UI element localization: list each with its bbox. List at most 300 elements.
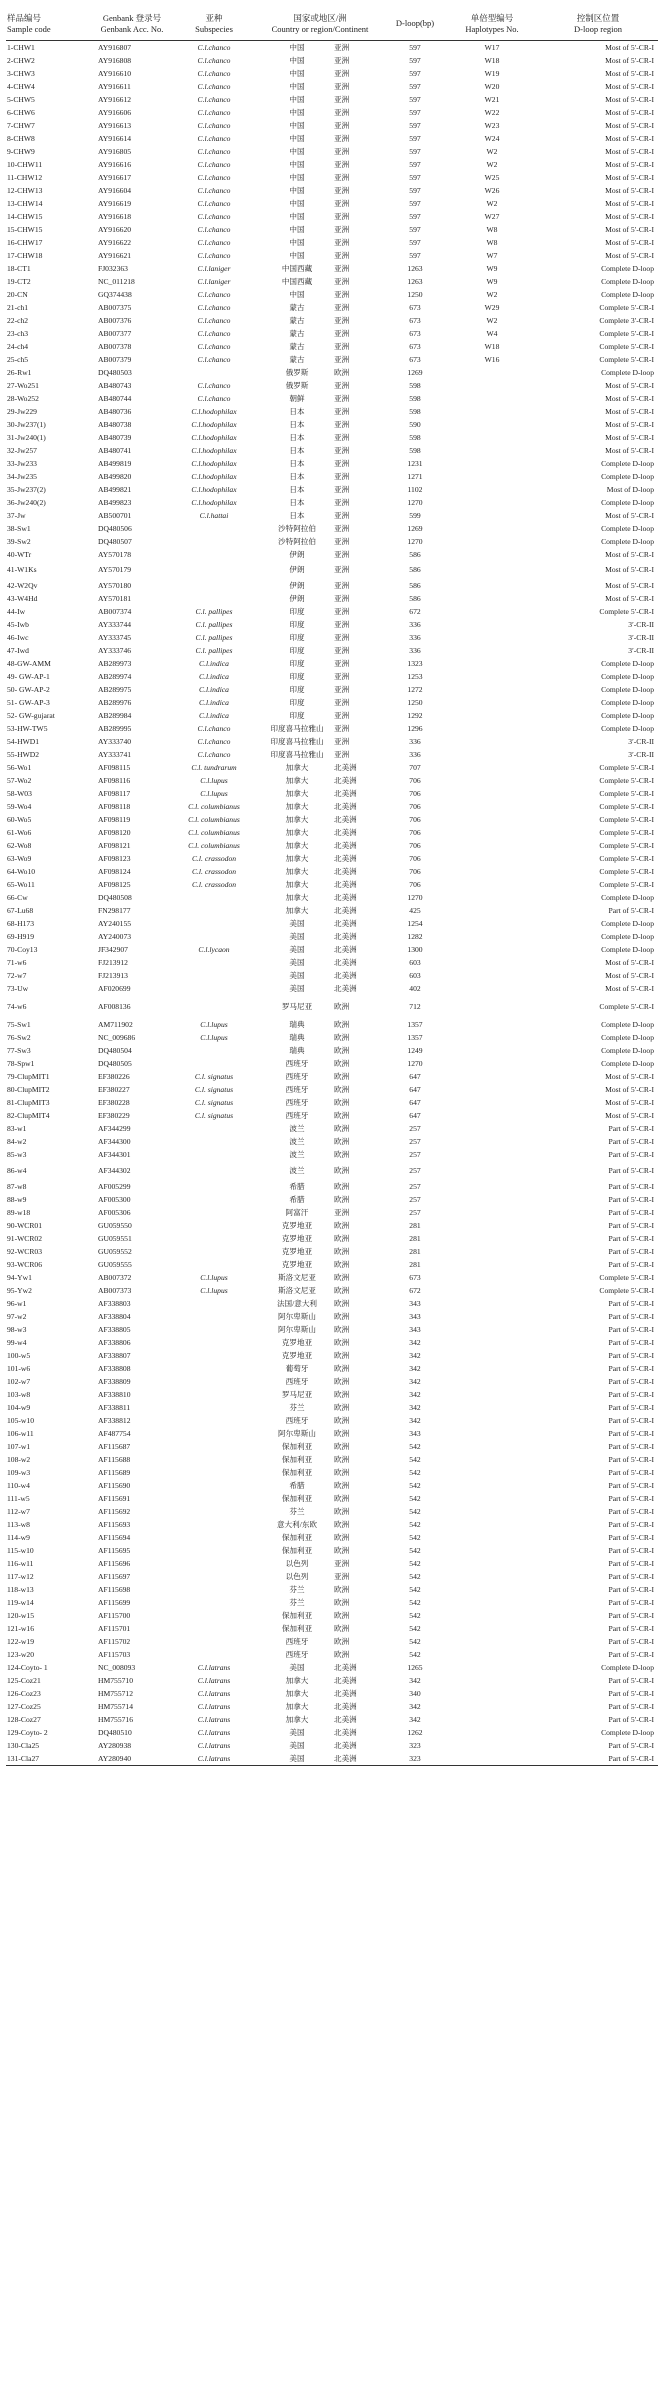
dloop-length-cell: 542 [409, 1597, 421, 1607]
sample-code-cell: 11-CHW12 [7, 172, 43, 182]
country-cell [256, 1349, 384, 1362]
subspecies-cell [172, 1544, 256, 1557]
table-row [6, 969, 658, 982]
haplotype-cell [446, 1206, 538, 1219]
dloop-region-cell: Part of 5′-CR-I [608, 1389, 654, 1399]
genbank-acc-cell: AF344300 [98, 1136, 131, 1146]
dloop-region-cell: Complete 5′-CR-I [599, 801, 654, 811]
country-name: 印度喜马拉雅山 [270, 749, 324, 759]
dloop-region-cell: Complete D-loop [601, 1727, 654, 1737]
genbank-acc-cell: FJ032363 [98, 263, 128, 273]
sample-code-cell: 113-w8 [7, 1519, 30, 1529]
dloop-region-cell: Complete 5′-CR-I [599, 328, 654, 338]
subspecies-cell [172, 592, 256, 605]
genbank-acc-cell: GU059551 [98, 1233, 132, 1243]
haplotype-cell [446, 696, 538, 709]
country-cell [256, 631, 384, 644]
haplotype-cell [446, 1596, 538, 1609]
continent-name: 北美洲 [334, 970, 357, 980]
header-country: 国家或地区/洲 Country or region/Continent [271, 12, 369, 34]
sample-code-cell: 56-Wo1 [7, 762, 32, 772]
subspecies-cell [172, 1453, 256, 1466]
continent-name: 亚洲 [334, 406, 350, 416]
subspecies-cell [172, 535, 256, 548]
dloop-region-cell: Part of 5′-CR-I [608, 1441, 654, 1451]
dloop-region-cell: Part of 5′-CR-I [608, 1194, 654, 1204]
haplotype-cell [446, 431, 538, 444]
country-name: 波兰 [289, 1123, 305, 1133]
table-row [6, 1206, 658, 1219]
continent-name: 欧洲 [334, 1045, 350, 1055]
continent-name: 北美洲 [334, 853, 357, 863]
dloop-length-cell: 342 [409, 1350, 421, 1360]
country-name: 加拿大 [285, 762, 309, 772]
country-name: 瑞典 [289, 1032, 305, 1042]
dloop-length-cell: 542 [409, 1623, 421, 1633]
table-row [6, 891, 658, 904]
country-cell [256, 670, 384, 683]
continent-name: 亚洲 [334, 172, 350, 182]
sample-code-cell: 26-Rw1 [7, 367, 32, 377]
dloop-region-cell: Part of 5′-CR-I [608, 1532, 654, 1542]
country-cell [256, 813, 384, 826]
genbank-acc-cell: DQ480506 [98, 523, 132, 533]
sample-code-cell: 52- GW-gujarat [7, 710, 55, 720]
table-row [6, 1700, 658, 1713]
country-name: 中国 [289, 159, 305, 169]
dloop-region-cell: Part of 5′-CR-I [608, 1558, 654, 1568]
dloop-length-cell: 257 [409, 1165, 421, 1175]
haplotype-cell [446, 1232, 538, 1245]
country-name: 波兰 [289, 1149, 305, 1159]
subspecies-cell: C.l.lupus [200, 775, 228, 785]
haplotype-cell: W26 [484, 185, 500, 195]
sample-code-cell: 3-CHW3 [7, 68, 35, 78]
sample-code-cell: 76-Sw2 [7, 1032, 31, 1042]
genbank-acc-cell: AY280938 [98, 1740, 132, 1750]
haplotype-cell [446, 392, 538, 405]
country-cell [256, 1700, 384, 1713]
subspecies-cell [172, 1401, 256, 1414]
dloop-length-cell: 1263 [407, 276, 423, 286]
haplotype-cell [446, 1505, 538, 1518]
country-name: 加拿大 [285, 814, 309, 824]
haplotype-cell [446, 1388, 538, 1401]
country-name: 蒙古 [289, 341, 305, 351]
country-cell [256, 106, 384, 119]
subspecies-cell [172, 969, 256, 982]
country-name: 中国 [289, 107, 305, 117]
dloop-region-cell: Part of 5′-CR-I [608, 1701, 654, 1711]
dloop-region-cell: Complete D-loop [601, 892, 654, 902]
haplotype-cell: W7 [486, 250, 498, 260]
haplotype-cell [446, 865, 538, 878]
continent-name: 欧洲 [334, 1097, 350, 1107]
country-name: 西班牙 [285, 1376, 309, 1386]
dloop-region-cell: Complete D-loop [601, 1045, 654, 1055]
country-name: 伊朗 [289, 580, 305, 590]
table-row [6, 119, 658, 132]
country-cell [256, 1531, 384, 1544]
country-name: 印度喜马拉雅山 [270, 736, 324, 746]
continent-name: 欧洲 [334, 1110, 350, 1120]
country-name: 加拿大 [285, 788, 309, 798]
genbank-acc-cell: DQ480504 [98, 1045, 132, 1055]
country-name: 朝鲜 [289, 393, 305, 403]
sample-code-cell: 6-CHW6 [7, 107, 35, 117]
subspecies-cell [172, 579, 256, 592]
sample-code-cell: 106-w11 [7, 1428, 34, 1438]
genbank-acc-cell: AF115703 [98, 1649, 131, 1659]
continent-name: 亚洲 [334, 510, 350, 520]
country-cell [256, 1544, 384, 1557]
header-subspecies: 亚种 Subspecies [195, 12, 233, 34]
table-row [6, 1440, 658, 1453]
subspecies-cell [172, 917, 256, 930]
country-cell [256, 184, 384, 197]
sample-code-cell: 126-Coz23 [7, 1688, 41, 1698]
haplotype-cell [446, 1583, 538, 1596]
dloop-region-cell: Most of 5′-CR-I [605, 146, 654, 156]
haplotype-cell [446, 917, 538, 930]
sample-code-cell: 88-w9 [7, 1194, 27, 1204]
genbank-acc-cell: GU059555 [98, 1259, 132, 1269]
sample-code-cell: 13-CHW14 [7, 198, 43, 208]
dloop-region-cell: Complete 5′-CR-I [599, 788, 654, 798]
dloop-length-cell: 1269 [407, 523, 423, 533]
country-cell [256, 301, 384, 314]
dloop-region-cell: Complete D-loop [601, 1019, 654, 1029]
dloop-length-cell: 707 [409, 762, 421, 772]
subspecies-cell [172, 1362, 256, 1375]
country-cell [256, 1726, 384, 1739]
country-cell [256, 1044, 384, 1057]
genbank-acc-cell: AF098115 [98, 762, 131, 772]
country-name: 中国 [289, 133, 305, 143]
country-cell [256, 1057, 384, 1070]
country-name: 印度 [289, 645, 305, 655]
dloop-length-cell: 257 [409, 1207, 421, 1217]
continent-name: 欧洲 [334, 1058, 350, 1068]
table-row [6, 1057, 658, 1070]
dloop-length-cell: 599 [409, 510, 421, 520]
subspecies-cell: C.l.chanco [197, 146, 231, 156]
genbank-acc-cell: AB007376 [98, 315, 132, 325]
haplotype-cell [446, 774, 538, 787]
country-cell [256, 1453, 384, 1466]
country-name: 蒙古 [289, 328, 305, 338]
dloop-region-cell: Complete 5′-CR-I [599, 840, 654, 850]
country-cell [256, 418, 384, 431]
dloop-region-cell: Complete 5′-CR-I [599, 775, 654, 785]
continent-name: 欧洲 [334, 367, 350, 377]
genbank-acc-cell: AY916621 [98, 250, 132, 260]
dloop-length-cell: 1282 [407, 931, 423, 941]
sample-code-cell: 119-w14 [7, 1597, 34, 1607]
continent-name: 欧洲 [334, 1001, 350, 1011]
continent-name: 亚洲 [334, 328, 350, 338]
dloop-region-cell: Complete D-loop [601, 536, 654, 546]
country-cell [256, 1018, 384, 1031]
dloop-length-cell: 257 [409, 1181, 421, 1191]
table-row [6, 522, 658, 535]
subspecies-cell: C.l.hodophilax [191, 445, 237, 455]
sample-code-cell: 125-Coz21 [7, 1675, 41, 1685]
table-row [6, 1635, 658, 1648]
subspecies-cell [172, 1180, 256, 1193]
continent-name: 欧洲 [334, 1123, 350, 1133]
subspecies-cell: C.l.latrans [197, 1701, 231, 1711]
table-row [6, 1044, 658, 1057]
genbank-acc-cell: AF115699 [98, 1597, 131, 1607]
sample-code-cell: 127-Coz25 [7, 1701, 41, 1711]
continent-name: 欧洲 [334, 1350, 350, 1360]
country-cell [256, 1083, 384, 1096]
country-cell [256, 1232, 384, 1245]
table-row [6, 722, 658, 735]
country-name: 芬兰 [289, 1402, 305, 1412]
table-row [6, 1362, 658, 1375]
sample-code-cell: 29-Jw229 [7, 406, 37, 416]
country-cell [256, 1310, 384, 1323]
haplotype-cell [446, 1427, 538, 1440]
dloop-length-cell: 342 [409, 1701, 421, 1711]
dloop-length-cell: 542 [409, 1506, 421, 1516]
table-row [6, 735, 658, 748]
haplotype-cell: W2 [486, 289, 498, 299]
genbank-acc-cell: AY333744 [98, 619, 132, 629]
dloop-region-cell: Most of 5′-CR-I [605, 1084, 654, 1094]
subspecies-cell: C.l. pallipes [195, 619, 233, 629]
dloop-region-cell: Part of 5′-CR-I [608, 1714, 654, 1724]
table-row [6, 1609, 658, 1622]
haplotype-cell [446, 1271, 538, 1284]
haplotype-cell [446, 1057, 538, 1070]
sample-code-cell: 86-w4 [7, 1165, 27, 1175]
dloop-region-cell: Part of 5′-CR-I [608, 1428, 654, 1438]
country-name: 美国 [289, 1753, 305, 1763]
country-cell [256, 223, 384, 236]
genbank-acc-cell: AF338810 [98, 1389, 131, 1399]
table-row [6, 917, 658, 930]
haplotype-cell [446, 1323, 538, 1336]
sample-code-cell: 58-W03 [7, 788, 32, 798]
dloop-length-cell: 672 [409, 606, 421, 616]
genbank-acc-cell: HM755714 [98, 1701, 134, 1711]
dloop-region-cell: Part of 5′-CR-I [608, 1467, 654, 1477]
genbank-acc-cell: AF115692 [98, 1506, 131, 1516]
haplotype-cell [446, 457, 538, 470]
dloop-length-cell: 1253 [407, 671, 423, 681]
continent-name: 欧洲 [334, 1165, 350, 1175]
dloop-length-cell: 542 [409, 1636, 421, 1646]
dloop-region-cell: Most of 5′-CR-I [605, 42, 654, 52]
country-name: 罗马尼亚 [281, 1001, 313, 1011]
haplotype-cell [446, 761, 538, 774]
country-name: 芬兰 [289, 1597, 305, 1607]
continent-name: 欧洲 [334, 1149, 350, 1159]
genbank-acc-cell: AF098117 [98, 788, 131, 798]
country-name: 日本 [289, 458, 305, 468]
continent-name: 欧洲 [334, 1506, 350, 1516]
table-row [6, 1414, 658, 1427]
country-name: 波兰 [289, 1136, 305, 1146]
dloop-length-cell: 673 [409, 328, 421, 338]
subspecies-cell: C.l. columbianus [188, 840, 240, 850]
country-name: 印度 [289, 632, 305, 642]
genbank-acc-cell: AB007374 [98, 606, 132, 616]
dloop-length-cell: 340 [409, 1688, 421, 1698]
sample-code-cell: 104-w9 [7, 1402, 31, 1412]
continent-name: 亚洲 [334, 565, 350, 574]
continent-name: 欧洲 [334, 1389, 350, 1399]
dloop-length-cell: 647 [409, 1084, 421, 1094]
sample-code-cell: 5-CHW5 [7, 94, 35, 104]
continent-name: 亚洲 [334, 1207, 350, 1217]
genbank-acc-cell: HM755712 [98, 1688, 134, 1698]
country-cell [256, 262, 384, 275]
dloop-region-cell: Part of 5′-CR-I [608, 1149, 654, 1159]
continent-name: 北美洲 [334, 1714, 357, 1724]
table-row [6, 197, 658, 210]
country-cell [256, 1570, 384, 1583]
genbank-acc-cell: AF098118 [98, 801, 131, 811]
country-name: 加拿大 [285, 840, 309, 850]
dloop-region-cell: Part of 5′-CR-I [608, 1220, 654, 1230]
sample-code-cell: 91-WCR02 [7, 1233, 43, 1243]
subspecies-cell: C.l.chanco [197, 159, 231, 169]
table-row [6, 1148, 658, 1161]
continent-name: 欧洲 [334, 1623, 350, 1633]
country-cell [256, 1284, 384, 1297]
dloop-region-cell: Complete 5′-CR-I [599, 1001, 654, 1011]
continent-name: 亚洲 [334, 198, 350, 208]
dloop-length-cell: 336 [409, 736, 421, 746]
dloop-region-cell: Part of 5′-CR-I [608, 905, 654, 915]
table-row [6, 1161, 658, 1180]
dloop-region-cell: Complete D-loop [601, 658, 654, 668]
subspecies-cell: C.l.latrans [197, 1740, 231, 1750]
continent-name: 北美洲 [334, 1740, 357, 1750]
dloop-region-cell: Most of 5′-CR-I [605, 432, 654, 442]
sample-code-cell: 110-w4 [7, 1480, 30, 1490]
dloop-length-cell: 597 [409, 211, 421, 221]
country-name: 保加利亚 [281, 1493, 313, 1503]
table-row [6, 1544, 658, 1557]
continent-name: 亚洲 [334, 55, 350, 65]
dloop-region-cell: Part of 5′-CR-I [608, 1123, 654, 1133]
genbank-acc-cell: AB289973 [98, 658, 132, 668]
country-name: 希腊 [289, 1194, 305, 1204]
country-cell [256, 145, 384, 158]
table-row [6, 1583, 658, 1596]
table-row [6, 1726, 658, 1739]
sample-code-cell: 77-Sw3 [7, 1045, 31, 1055]
genbank-acc-cell: HM755710 [98, 1675, 134, 1685]
genbank-acc-cell: AF098119 [98, 814, 131, 824]
dloop-length-cell: 706 [409, 840, 421, 850]
subspecies-cell: C.l.chanco [197, 133, 231, 143]
country-cell [256, 748, 384, 761]
country-name: 中国 [289, 250, 305, 260]
country-cell [256, 943, 384, 956]
continent-name: 亚洲 [334, 697, 350, 707]
dloop-length-cell: 597 [409, 198, 421, 208]
dloop-region-cell: Most of 5′-CR-I [605, 406, 654, 416]
sample-code-cell: 48-GW-AMM [7, 658, 51, 668]
haplotype-cell: W8 [486, 224, 498, 234]
continent-name: 北美洲 [334, 879, 357, 889]
haplotype-cell: W27 [484, 211, 500, 221]
country-cell [256, 1648, 384, 1661]
genbank-acc-cell: AB289984 [98, 710, 132, 720]
haplotype-cell [446, 592, 538, 605]
sample-code-cell: 67-Lu68 [7, 905, 34, 915]
dloop-region-cell: Part of 5′-CR-I [608, 1363, 654, 1373]
genbank-acc-cell: FN298177 [98, 905, 131, 915]
dloop-length-cell: 281 [409, 1220, 421, 1230]
sample-code-cell: 105-w10 [7, 1415, 34, 1425]
continent-name: 亚洲 [334, 42, 350, 52]
genbank-acc-cell: EF380228 [98, 1097, 130, 1107]
sample-code-cell: 55-HWD2 [7, 749, 40, 759]
genbank-acc-cell: AB500701 [98, 510, 132, 520]
table-row [6, 1648, 658, 1661]
country-name: 西班牙 [285, 1110, 309, 1120]
genbank-acc-cell: DQ480505 [98, 1058, 132, 1068]
haplotype-cell [446, 579, 538, 592]
sample-code-cell: 18-CT1 [7, 263, 31, 273]
continent-name: 欧洲 [334, 1467, 350, 1477]
table-row [6, 1135, 658, 1148]
table-row [6, 1284, 658, 1297]
subspecies-cell [172, 930, 256, 943]
country-name: 俄罗斯 [285, 380, 309, 390]
table-row [6, 1096, 658, 1109]
genbank-acc-cell: AM711902 [98, 1019, 133, 1029]
country-cell [256, 1492, 384, 1505]
dloop-region-cell: Most of 5′-CR-I [605, 580, 654, 590]
subspecies-cell: C.l.latrans [197, 1753, 231, 1763]
haplotype-cell: W17 [484, 42, 500, 52]
subspecies-cell: C.l.lupus [200, 788, 228, 798]
dloop-length-cell: 281 [409, 1246, 421, 1256]
dloop-region-cell: Complete D-loop [601, 1662, 654, 1672]
dloop-region-cell: Most of 5′-CR-I [605, 133, 654, 143]
country-name: 加拿大 [285, 1675, 309, 1685]
sample-code-cell: 23-ch3 [7, 328, 29, 338]
dloop-length-cell: 597 [409, 250, 421, 260]
subspecies-cell: C.l.latrans [197, 1662, 231, 1672]
dloop-length-cell: 336 [409, 632, 421, 642]
continent-name: 亚洲 [334, 1571, 350, 1581]
dloop-region-cell: Complete 5′-CR-I [599, 341, 654, 351]
subspecies-cell: C.l.indica [199, 658, 229, 668]
country-name: 中国 [289, 185, 305, 195]
dloop-length-cell: 342 [409, 1363, 421, 1373]
header-genbank-acc: Genbank 登录号 Genbank Acc. No. [100, 12, 164, 34]
continent-name: 亚洲 [334, 619, 350, 629]
genbank-acc-cell: AB480739 [98, 432, 132, 442]
dloop-region-cell: Complete D-loop [601, 697, 654, 707]
country-cell [256, 1596, 384, 1609]
country-name: 中国西藏 [281, 263, 313, 273]
dloop-region-cell: 3′-CR-II [628, 619, 654, 629]
genbank-acc-cell: AB289995 [98, 723, 132, 733]
subspecies-cell: C.l. signatus [194, 1071, 234, 1081]
continent-name: 欧洲 [334, 1441, 350, 1451]
continent-name: 亚洲 [334, 211, 350, 221]
